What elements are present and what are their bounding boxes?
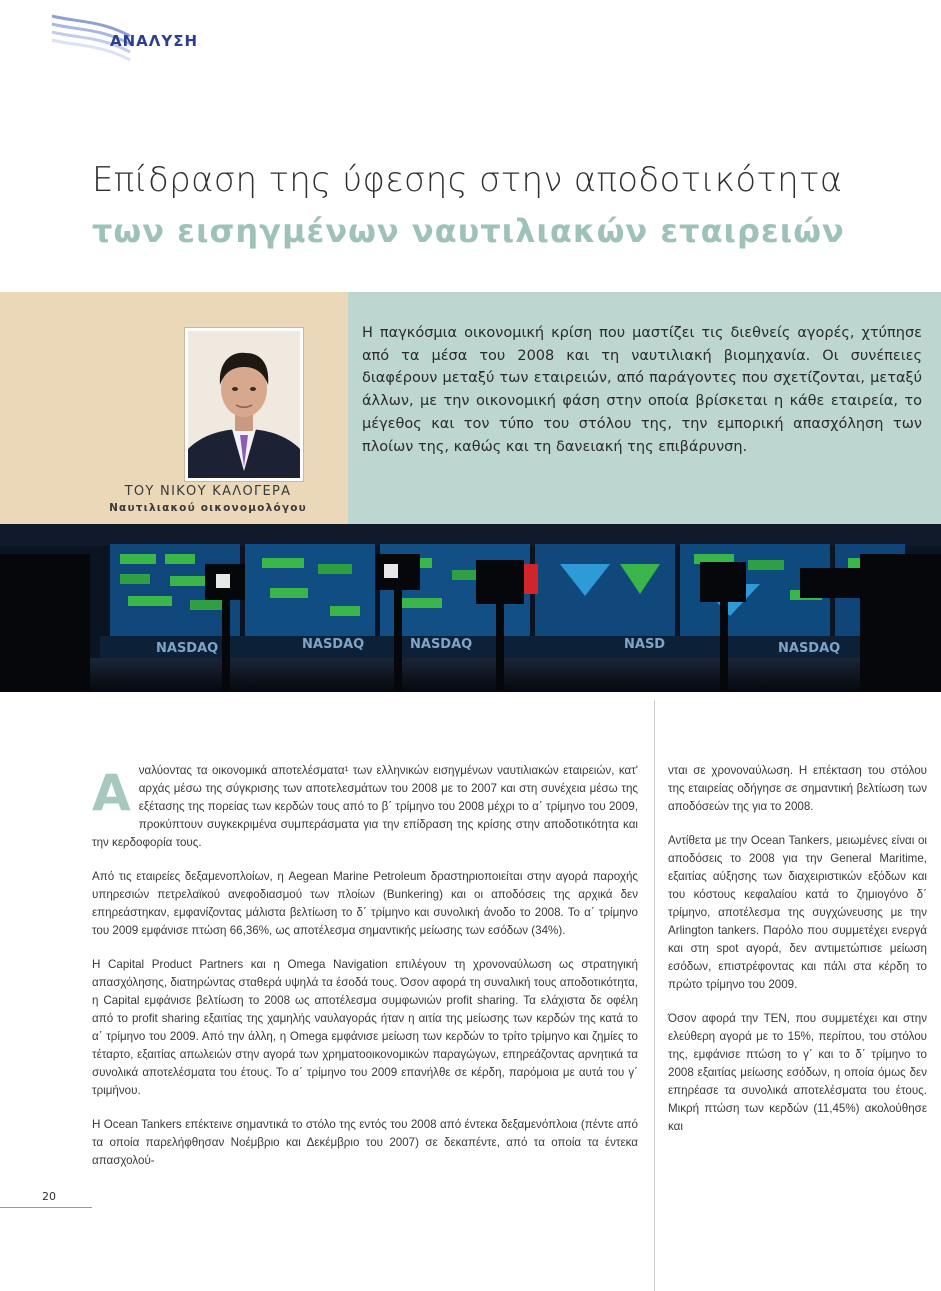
body-column-left (92, 762, 638, 1186)
drop-cap: Α (92, 764, 131, 822)
author-name: ΤΟΥ ΝΙΚΟΥ ΚΑΛΟΓΕΡΑ (124, 484, 292, 499)
body-paragraph: Η Capital Product Partners και η Omega Navigation επιλέγουν τη χρονοναύλωση ως στρατηγική απασχόλησης, διατηρώντας σταθερά υψηλά τα έσοδά τους. Όσον αφορά τη συναλική τους αποδοτικότητα, η Capital εμφάνισε βελτίωση το 2008 ως αποτέλεσμα συμφωνιών profit sharing. Τα ελάχιστα δε οφέλη από το profit sharing εξαιτίας της χαμηλής ναυλαγοράς ήταν η αιτία της μείωσης των κερδών της κατά το α΄ τρίμηνο του 2009. Από την άλλη, η Omega εμφάνισε μείωση των κερδών το τρίτο τρίμηνο και ζημίες το τέταρτο, εξαιτίας απωλειών στην αγορά των χρηματοοικονομικών παραγώγων, επηρεάζοντας αρνητικά τα συνολικά αποτελέσματα του έτους. Το α΄ τρίμηνο του 2009 επανήλθε σε κέρδη, παρόμοια με αυτά του γ΄ τριμήνου. (92, 958, 638, 1097)
stock-exchange-photo (0, 524, 941, 692)
body-paragraph: Από τις εταιρείες δεξαμενοπλοίων, η Aegean Marine Petroleum δραστηριοποιείται στην αγορά παροχής υπηρεσιών πετρελαϊκού ανεφοδιασμού των πλοίων (Bunkering) και οι αποδόσεις της αρχικά δεν επηρεάστηκαν, εμφανίζοντας μάλιστα βελτίωση το δ΄ τρίμηνο και συνολική άνοδο το 2008. Το α΄ τρίμηνο του 2009 εμφάνισε πτώση 66,36%, ως αποτέλεσμα σημαντικής μείωσης των εσόδων (34%). (92, 870, 638, 937)
paragraph-text: ναλύοντας τα οικονομικά αποτελέσματα¹ των ελληνικών εισηγμένων ναυτιλιακών εταιρειών, κατ' αρχάς μέσω της σύγκρισης των αποτελεσμάτων του 2008 με το 2007 και στη συνέχεια μέσω της εξέτασης της πορείας των κερδών τους από το β΄ τρίμηνο του 2008 μέχρι το α΄ τρίμηνο του 2009, προκύπτουν συγκεκριμένα συμπεράσματα για την επίδραση της κρίσης στην αποδοτικότητα και την κερδοφορία τους. (92, 764, 638, 849)
author-photo (185, 328, 303, 481)
body-paragraph (92, 762, 638, 852)
banner-sign-1: NASDAQ (156, 641, 219, 656)
body-paragraph: Αντίθετα με την Ocean Tankers, μειωμένες είναι οι αποδόσεις το 2008 για την General Maritime, εξαιτίας αύξησης των διαχειριστικών εξόδων και του κόστους κεφαλαίου κατά το ζημιογόνο δ΄ τρίμηνο, αποτέλεσμα της συγχώνευσης με την Arlington tankers. Παρόλο που συμμετέχει ενεργά και στη spot αγορά, δεν αντιμετώπισε μείωση εσόδων, επιστρέφοντας και πάλι στα κέρδη το πρώτο τρίμηνο του 2009. (668, 834, 927, 991)
banner-sign-3: NASDAQ (410, 637, 473, 652)
banner-sign-4: NASD (624, 637, 666, 652)
body-paragraph: νται σε χρονοναύλωση. Η επέκταση του στόλου της εταιρείας οδήγησε σε σημαντική βελτίωση των αποδόσεών της για το 2008. (668, 764, 927, 813)
page-number: 20 (42, 1190, 56, 1203)
subheadline: των εισηγμένων ναυτιλιακών εταιρειών (92, 212, 845, 250)
folio-rule (0, 1207, 92, 1208)
column-divider (654, 700, 655, 1291)
body-paragraph: Η Ocean Tankers επέκτεινε σημαντικά το στόλο της εντός του 2008 από έντεκα δεξαμενόπλοια (πέντε από τα οποία παρελήφθησαν Νοέμβριο και Δεκέμβριο του 2007) σε δεκαπέντε, από τα οποία τα έντεκα απασχολού- (92, 1118, 638, 1167)
section-tag (50, 12, 250, 62)
body-column-right (668, 762, 927, 1152)
banner-sign-2: NASDAQ (302, 637, 365, 652)
banner-sign-5: NASDAQ (778, 641, 841, 656)
lede-paragraph: Η παγκόσμια οικονομική κρίση που μαστίζει τις διεθνείς αγορές, χτύπησε από τα μέσα του 2008 και τη ναυτιλιακή βιομηχανία. Οι συνέπειες διαφέρουν μεταξύ των εταιρειών, από παράγοντες που σχετίζονται, μεταξύ άλλων, με την οικονομική φάση στην οποία βρίσκεται η κάθε εταιρεία, το μέγεθος και τον τύπο του στόλου της, την εμπορική απασχόληση των πλοίων της, καθώς και τη δανειακή της επιβάρυνση. (362, 325, 922, 455)
body-paragraph: Όσον αφορά την TEN, που συμμετέχει και στην ελεύθερη αγορά με το 15%, περίπου, του στόλου της, εμφάνισε πτώση το γ΄ και το δ΄ τρίμηνο το 2008 εξαιτίας μείωσης εσόδων, η οποία όμως δεν επηρέασε τα συνολικά αποτελέσματα του έτους. Μικρή πτώση των κερδών (11,45%) ακολούθησε και (668, 1012, 927, 1133)
author-role: Ναυτιλιακού οικονομολόγου (109, 502, 307, 514)
section-label: ΑΝΑΛΥΣΗ (110, 32, 199, 50)
headline: Επίδραση της ύφεσης στην αποδοτικότητα (92, 160, 843, 200)
